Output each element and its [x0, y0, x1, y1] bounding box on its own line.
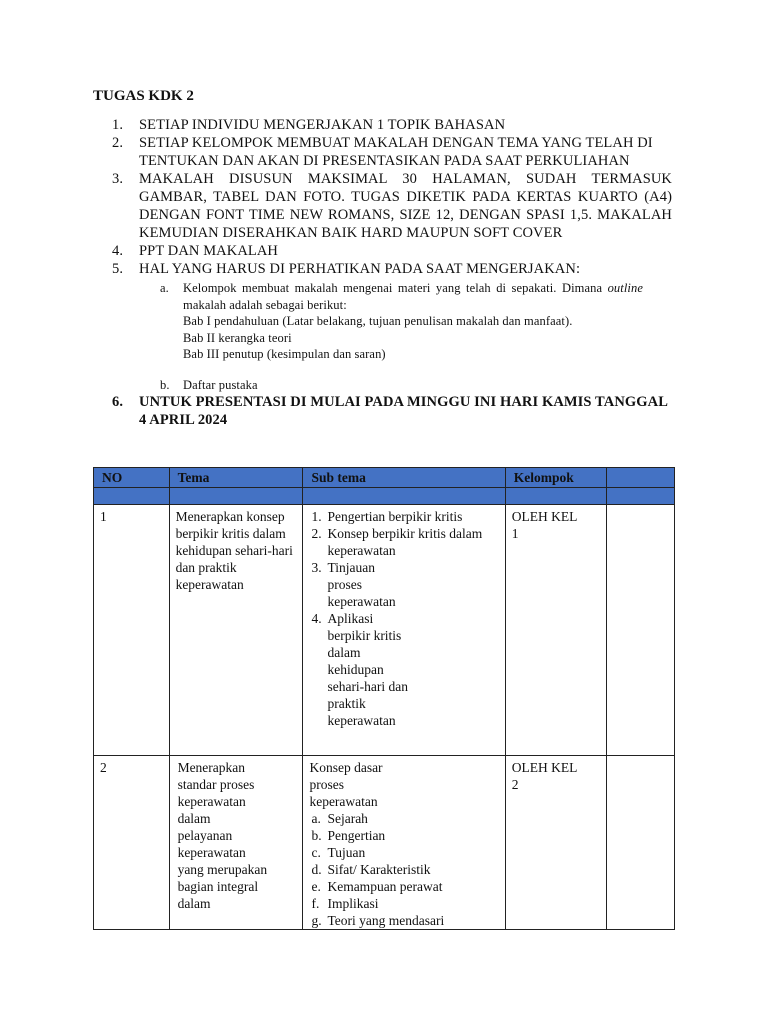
sub-text: Kelompok membuat makalah mengenai materi yang telah di sepakati. Dimana: [183, 281, 603, 295]
task-number: 3.: [112, 171, 124, 187]
task-item: [112, 260, 672, 393]
sub-tema-list: [309, 810, 498, 929]
cell-kelompok: OLEH KEL 2: [511, 760, 577, 792]
task-number: 5.: [112, 261, 124, 277]
sub-text: makalah adalah sebagai berikut:: [183, 297, 347, 312]
header-sub-tema: Sub tema: [303, 468, 505, 488]
sub-list: [160, 280, 672, 393]
header-empty: [607, 468, 675, 488]
sub-paragraph: [183, 280, 643, 313]
list-item: g. Teori yang mendasari: [311, 913, 445, 928]
cell-sub-tema: [303, 756, 504, 929]
task-number: 2.: [112, 135, 124, 151]
table-row: [94, 505, 675, 756]
table-header-row: [94, 468, 675, 488]
task-text: PPT DAN MAKALAH: [139, 243, 278, 259]
task-item: [112, 170, 672, 242]
task-number: 1.: [112, 117, 124, 133]
list-item: f. Implikasi: [311, 896, 379, 911]
sub-letter: a.: [160, 281, 169, 295]
list-item: 1. Pengertian berpikir kritis: [311, 509, 463, 524]
document-title: TUGAS KDK 2: [93, 88, 194, 104]
cell-kelompok: OLEH KEL 1: [511, 509, 577, 541]
cell-tema: Menerapkan standar proses keperawatan dalam pelayanan keperawatan yang merupakan bagian integral dalam: [177, 760, 268, 911]
outline-word: outline: [607, 281, 643, 295]
cell-no: 1: [100, 509, 107, 524]
task-item: [112, 116, 672, 134]
task-number: 6.: [112, 394, 124, 410]
header-tema: Tema: [169, 468, 303, 488]
list-item: 2. Konsep berpikir kritis dalam keperawatan: [311, 526, 483, 558]
table-blank-row: [94, 488, 675, 505]
sub-item-b: [160, 377, 672, 394]
cell-sub-tema: [303, 505, 504, 729]
list-item: c. Tujuan: [311, 845, 366, 860]
task-list: [112, 116, 672, 429]
list-item: e. Kemampuan perawat: [311, 879, 443, 894]
list-item: 4. Aplikasi berpikir kritis dalam kehidupan sehari-hari dan praktik keperawatan: [311, 611, 409, 728]
list-item: 3. Tinjauan proses keperawatan: [311, 560, 396, 609]
task-text: MAKALAH DISUSUN MAKSIMAL 30 HALAMAN, SUDAH TERMASUK GAMBAR, TABEL DAN FOTO. TUGAS DIKETIK PADA KERTAS KUARTO (A4) DENGAN FONT TIME NEW ROMANS, SIZE 12, DENGAN SPASI 1,5. MAKALAH KEMUDIAN DISERAHKAN BAIK HARD MAUPUN SOFT COVER: [139, 171, 672, 241]
task-text: UNTUK PRESENTASI DI MULAI PADA MINGGU INI HARI KAMIS TANGGAL 4 APRIL 2024: [139, 394, 668, 428]
task-number: 4.: [112, 243, 124, 259]
sub-tema-intro: Konsep dasar proses keperawatan: [309, 760, 383, 809]
task-text: SETIAP INDIVIDU MENGERJAKAN 1 TOPIK BAHASAN: [139, 117, 506, 133]
bab-1: Bab I pendahuluan (Latar belakang, tujuan penulisan makalah dan manfaat).: [183, 314, 573, 328]
task-text: SETIAP KELOMPOK MEMBUAT MAKALAH DENGAN TEMA YANG TELAH DI TENTUKAN DAN AKAN DI PRESENTASIKAN PADA SAAT PERKULIAHAN: [139, 135, 653, 169]
list-item: b. Pengertian: [311, 828, 386, 843]
sub-item-a: [160, 280, 672, 377]
sub-text: Daftar pustaka: [183, 377, 258, 392]
bab-3: Bab III penutup (kesimpulan dan saran): [183, 347, 386, 361]
list-item: a. Sejarah: [311, 811, 368, 826]
list-item: d. Sifat/ Karakteristik: [311, 862, 431, 877]
topic-table: [93, 467, 675, 930]
cell-no: 2: [100, 760, 107, 775]
table-row: [94, 756, 675, 930]
task-text: HAL YANG HARUS DI PERHATIKAN PADA SAAT MENGERJAKAN:: [139, 261, 581, 277]
task-item: [112, 134, 672, 170]
sub-letter: b.: [160, 377, 170, 392]
header-kelompok: Kelompok: [505, 468, 606, 488]
sub-tema-list: [309, 508, 498, 729]
cell-tema: Menerapkan konsep berpikir kritis dalam kehidupan sehari-hari dan praktik keperawatan: [175, 509, 293, 592]
task-item: [112, 393, 672, 429]
bab-2: Bab II kerangka teori: [183, 330, 292, 345]
header-no: NO: [94, 468, 170, 488]
task-item: [112, 242, 672, 260]
